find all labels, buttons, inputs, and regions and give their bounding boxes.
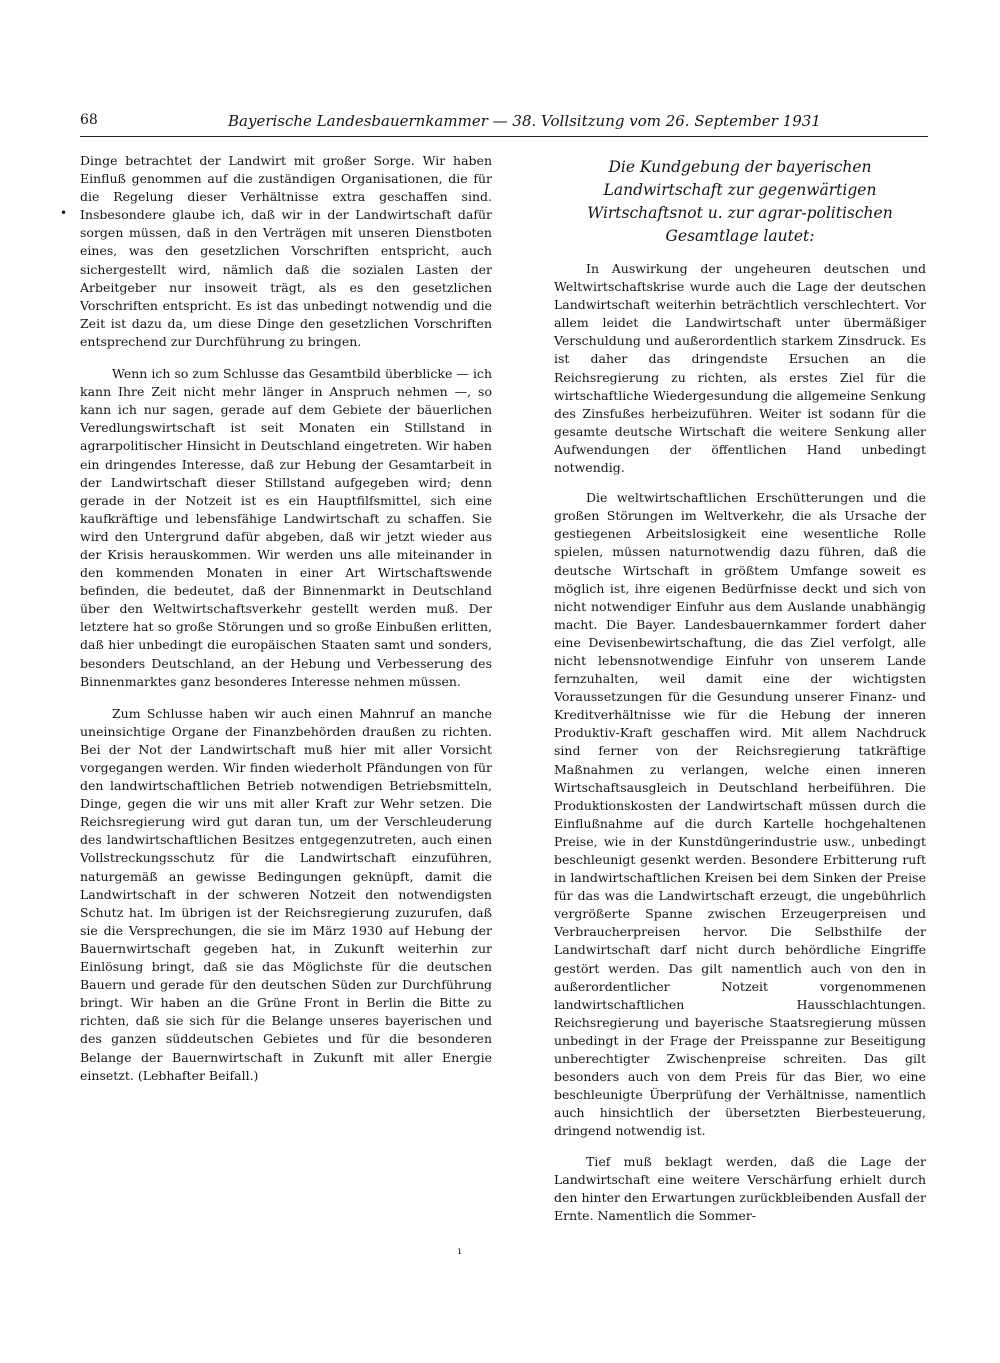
right-paragraph-2: Die weltwirtschaftlichen Erschütterungen und die großen Störungen im Weltverkehr, die als Ursache der gestiegenen Arbeitslosigkeit eine wesentliche Rolle spielen, müssen naturnotwendig dazu führen, daß die deutsche Wirtschaft in größtem Umfange soweit es möglich ist, ihre eigenen Bedürfnisse deckt und sich von nicht notwendiger Einfuhr aus dem Auslande unabhängig macht. Die Bayer. Landesbauernkammer fordert daher eine Devisenbewirtschaftung, die das Ziel verfolgt, alle nicht lebensnotwendige Einfuhr von unserem Lande fernzuhalten, weil damit eine der wichtigsten Voraussetzungen für die Gesundung unserer Finanz- und Kreditverhältnisse wie für die Hebung der inneren Produktiv-Kraft geschaffen wird. Mit allem Nachdruck sind ferner von der Reichsregierung tatkräftige Maßnahmen zu verlangen, welche einen inneren Wirtschaftsausgleich in Deutschland herbeiführen. Die Produktionskosten der Landwirtschaft müssen durch die Einflußnahme auf die durch Kartelle hochgehaltenen Preise, wie in der Kunstdüngerindustrie usw., unbedingt beschleunigt gesenkt werden. Besondere Erbitterung ruft in landwirtschaftlichen Kreisen bei dem Sinken der Preise für das was die Landwirtschaft erzeugt, die ungebührlich vergrößerte Spanne zwischen Erzeugerpreisen und Verbraucherpreisen hervor. Die Selbsthilfe der Landwirtschaft darf nicht durch behördliche Eingriffe gestört werden. Das gilt namentlich auch von den in außerordentlicher Notzeit vorgenommenen landwirtschaftlichen Hausschlachtungen. Reichsregierung und bayerische Staatsregierung müssen unbedingt in der Frage der Preisspanne zur Beseitigung unberechtigter Zwischenpreise schreiten. Das gilt besonders auch von dem Preis für das Bier, wo eine beschleunigte Überprüfung der Verhältnisse, namentlich auch hinsichtlich der übersetzten Bierbesteuerung, dringend notwendig ist.	[554, 490, 926, 1139]
proclamation-heading: Die Kundgebung der bayerischen Landwirtschaft zur gegenwärtigen Wirtschaftsnot u. zur agrar-politischen Gesamtlage lautet:	[587, 158, 893, 245]
right-column	[554, 152, 926, 1237]
left-paragraph-2: Wenn ich so zum Schlusse das Gesamtbild überblicke — ich kann Ihre Zeit nicht mehr länger in Anspruch nehmen —, so kann ich nur sagen, gerade auf dem Gebiete der bäuerlichen Veredlungswirtschaft ist seit Monaten ein Stillstand in agrarpolitischer Hinsicht in Deutschland eingetreten. Wir haben ein dringendes Interesse, daß zur Hebung der Gesamtarbeit in der Landwirtschaft dieser Stillstand aufgegeben wird; denn gerade in der Notzeit ist es ein Hauptfilfsmittel, sich eine kaufkräftige und lebensfähige Landwirtschaft zu schaffen. Sie wird den Untergrund dafür abgeben, daß wir jetzt wieder aus der Krisis herauskommen. Wir werden uns alle miteinander in den kommenden Monaten in einer Art Wirtschaftswende befinden, die bedeutet, daß der Binnenmarkt in Deutschland über den Weltwirtschaftsverkehr gestellt werden muß. Der letztere hat so große Störungen und so große Einbußen erlitten, daß hier unbedingt die europäischen Staaten samt und sonders, besonders Deutschland, an der Hebung und Verbesserung des Binnenmarktes ganz besonderes Interesse nehmen müssen.	[80, 366, 492, 689]
left-paragraph-3: Zum Schlusse haben wir auch einen Mahnruf an manche uneinsichtige Organe der Finanzbehörden draußen zu richten. Bei der Not der Landwirtschaft muß hier mit aller Vorsicht vorgegangen werden. Wir finden wiederholt Pfändungen von für den landwirtschaftlichen Betrieb notwendigen Betriebsmitteln, Dinge, gegen die wir uns mit aller Kraft zur Wehr setzen. Die Reichsregierung wird gut daran tun, um der Verschleuderung des landwirtschaftlichen Besitzes entgegenzutreten, auch einen Vollstreckungsschutz für die Landwirtschaft einzuführen, naturgemäß an gewisse Bedingungen geknüpft, damit die Landwirtschaft in der schweren Notzeit den notwendigsten Schutz hat. Im übrigen ist der Reichsregierung zuzurufen, daß sie die Versprechungen, die sie im März 1930 auf Hebung der Bauernwirtschaft gegeben hat, in Zukunft weiterhin zur Einlösung bringt, daß sie das Möglichste für die deutschen Bauern und gerade für den deutschen Süden zur Durchführung bringt. Wir haben an die Grüne Front in Berlin die Bitte zu richten, daß sie sich für die Belange unseres bayerischen und des ganzen süddeutschen Gebietes und für die besonderen Belange der Bauernwirtschaft in Zukunft mit aller Energie einsetzt. (Lebhafter Beifall.)	[80, 705, 492, 1083]
page-header	[80, 112, 928, 137]
margin-mark: •	[60, 206, 68, 220]
right-paragraph-1: In Auswirkung der ungeheuren deutschen und Weltwirtschaftskrise wurde auch die Lage der deutschen Landwirtschaft weiterhin beträchtlich verschlechtert. Vor allem leidet die Landwirtschaft unter übermäßiger Verschuldung und außerordentlich starkem Zinsdruck. Es ist daher das dringendste Ersuchen an die Reichsregierung zu richten, als erstes Ziel für die wirtschaftliche Wiedergesundung die allgemeine Senkung des Zinsfußes herbeizuführen. Weiter ist sodann für die gesamte deutsche Wirtschaft die weitere Senkung aller Aufwendungen der öffentlichen Hand unbedingt notwendig.	[554, 261, 926, 476]
right-paragraph-3: Tief muß beklagt werden, daß die Lage der Landwirtschaft eine weitere Verschärfung erhielt durch den hinter den Erwartungen zurückbleibenden Ausfall der Ernte. Namentlich die Sommer-	[554, 1153, 926, 1223]
bottom-mark: ı	[458, 1246, 462, 1257]
running-title: Bayerische Landesbauernkammer — 38. Vollsitzung vom 26. September 1931	[228, 112, 821, 130]
page-number: 68	[80, 112, 98, 128]
left-paragraph-1: Dinge betrachtet der Landwirt mit großer Sorge. Wir haben Einfluß genommen auf die zuständigen Organisationen, die für die Regelung dieser Verhältnisse extra geschaffen sind. Insbesondere glaube ich, daß wir in der Landwirtschaft dafür sorgen müssen, daß in den Verträgen mit unseren Dienstboten eines, was den gesetzlichen Vorschriften entspricht, auch sichergestellt wird, nämlich daß die sozialen Lasten der Arbeitgeber nur insoweit trägt, als es den gesetzlichen Vorschriften entspricht. Es ist das unbedingt notwendig und die Zeit ist dazu da, um diese Dinge den gesetzlichen Vorschriften entsprechend zur Durchführung zu bringen.	[80, 153, 492, 349]
left-column	[80, 152, 492, 1099]
